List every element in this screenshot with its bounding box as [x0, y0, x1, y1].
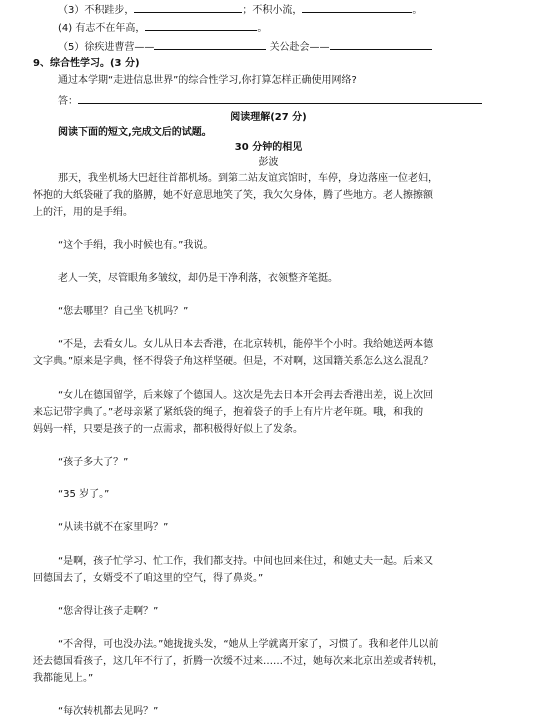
paragraph-line: “从读书就不在家里吗？” — [58, 522, 169, 533]
q9-title: 9、综合性学习。(3 分) — [33, 58, 140, 69]
story-author: 彭波 — [258, 157, 279, 168]
story-title: 30 分钟的相见 — [234, 142, 303, 153]
answer-blank[interactable] — [78, 94, 482, 104]
paragraph-line: “是啊，孩子忙学习、忙工作，我们都支持。中间也回来住过，和她丈夫一起。后来又 — [58, 556, 434, 567]
question-text: 不积跬步， — [84, 5, 135, 16]
paragraph-line: 妈妈一样，只要是孩子的一点需求，都积极得好似上了发条。 — [33, 424, 303, 435]
answer-blank[interactable] — [154, 40, 266, 50]
q9-prompt: 通过本学期“走进信息世界”的综合性学习,你打算怎样正确使用网络? — [58, 75, 357, 86]
question-end: 。 — [412, 5, 423, 16]
q9-answer-line — [58, 94, 482, 108]
section-title: 阅读理解(27 分) — [230, 112, 307, 123]
question-text: ；不积小流， — [242, 5, 303, 16]
answer-blank[interactable] — [302, 3, 412, 13]
question-number: （3） — [58, 5, 85, 16]
paragraph-line: 我都能见上。” — [33, 673, 94, 684]
paragraph-line: “孩子多大了？” — [58, 457, 129, 468]
paragraph-line: “您去哪里？自己坐飞机吗？” — [58, 306, 189, 317]
question-number: (4) — [58, 23, 73, 34]
answer-label: 答： — [58, 96, 78, 107]
paragraph-line: “不是，去看女儿。女儿从日本去香港，在北京转机，能停半个小时。我给她送两本德 — [58, 339, 434, 350]
answer-blank[interactable] — [134, 3, 242, 13]
question-3 — [58, 3, 422, 17]
question-5 — [58, 40, 432, 54]
paragraph-line: “不舍得，可也没办法。”她拢拢头发，“她从上学就离开家了，习惯了。我和老伴儿以前 — [58, 639, 439, 650]
answer-blank[interactable] — [145, 21, 257, 31]
paragraph-line: “35 岁了。” — [58, 489, 110, 500]
paragraph-line: “女儿在德国留学，后来嫁了个德国人。这次是先去日本开会再去香港出差，说上次回 — [58, 390, 434, 401]
paragraph-line: 那天，我坐机场大巴赶往首都机场。到第二站友谊宾馆时，车停，身边落座一位老妇， — [58, 173, 438, 184]
question-4 — [58, 21, 267, 35]
paragraph-line: 老人一笑，尽管眼角多皱纹，却仍是干净利落，衣领整齐笔挺。 — [58, 273, 338, 284]
paragraph-line: 怀抱的大纸袋碰了我的胳膊，她不好意思地笑了笑，我欠欠身体，腾了些地方。老人擦擦额 — [33, 190, 433, 201]
answer-blank[interactable] — [330, 40, 432, 50]
question-text: 关公赴会—— — [269, 42, 330, 53]
paragraph-line: 还去德国看孩子，这几年不行了，折腾一次缓不过来……不过，她每次来北京出差或者转机， — [33, 656, 443, 667]
paragraph-line: 回德国去了，女婿受不了咱这里的空气，得了鼻炎。” — [33, 573, 264, 584]
instruction: 阅读下面的短文,完成文后的试题。 — [58, 127, 212, 138]
paragraph-line: 来忘记带字典了。”老母亲紧了紧纸袋的绳子，抱着袋子的手上有片片老年斑。哦，和我的 — [33, 407, 424, 418]
paragraph-line: “您舍得让孩子走啊？” — [58, 606, 159, 617]
paragraph-line: 文字典。”原来是字典，怪不得袋子角这样坚硬。但是，不对啊，这国籍关系怎么这么混乱？ — [33, 356, 434, 367]
paragraph-line: 上的汗，用的是手绢。 — [33, 207, 133, 218]
question-end: 。 — [257, 23, 268, 34]
question-number: （5） — [58, 42, 85, 53]
question-text: 有志不在年高， — [75, 23, 146, 34]
paragraph-line: “每次转机都去见吗？” — [58, 706, 159, 717]
paragraph-line: “这个手绢，我小时候也有。”我说。 — [58, 240, 214, 251]
question-text: 徐疾进曹营—— — [84, 42, 155, 53]
